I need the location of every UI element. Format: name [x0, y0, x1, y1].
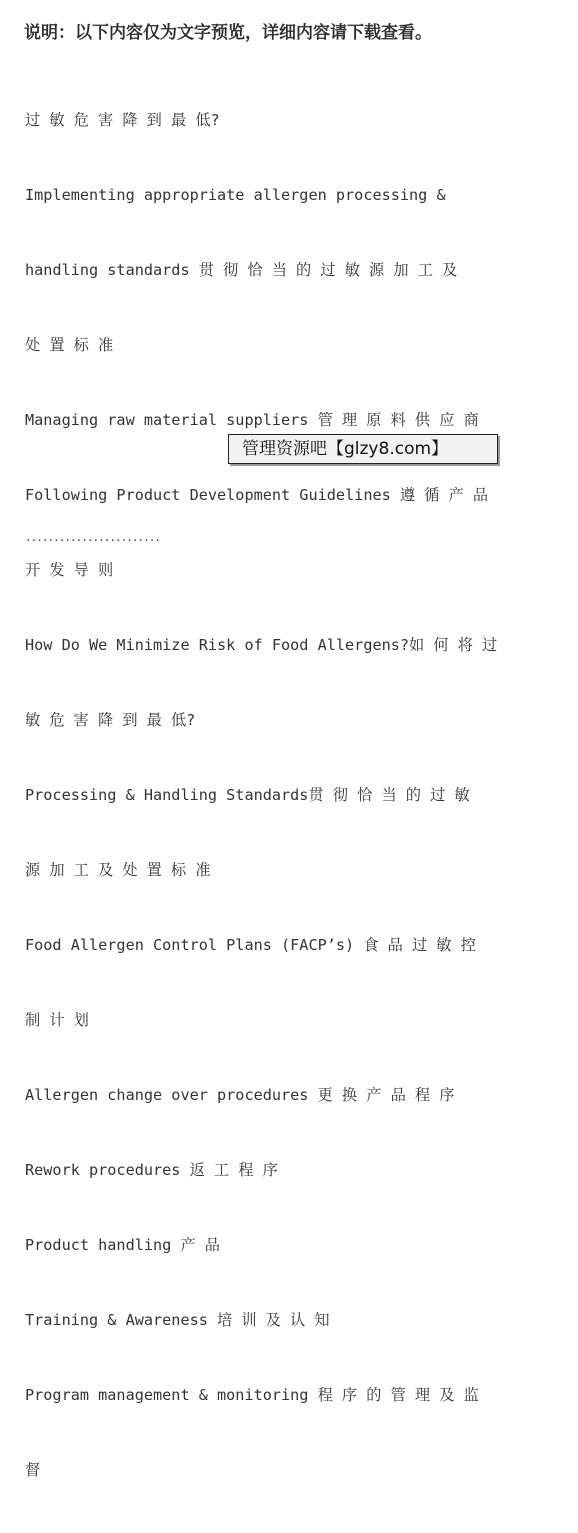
text-line: 制 计 划	[25, 1011, 89, 1029]
text-line: Training & Awareness 培 训 及 认 知	[25, 1311, 330, 1329]
text-line: Product handling 产 品	[25, 1236, 220, 1254]
text-line: Implementing appropriate allergen processing &	[25, 186, 446, 204]
text-line: 过 敏 危 害 降 到 最 低?	[25, 111, 220, 129]
text-line: 源 加 工 及 处 置 标 准	[25, 861, 211, 879]
text-line: Managing raw material suppliers 管 理 原 料 供 应 商	[25, 411, 479, 429]
text-line: Processing & Handling Standards贯 彻 恰 当 的 过 敏	[25, 786, 470, 804]
text-line: 开 发 导 则	[25, 561, 114, 579]
text-line: Allergen change over procedures 更 换 产 品 程 序	[25, 1086, 455, 1104]
text-line: handling standards 贯 彻 恰 当 的 过 敏 源 加 工 及	[25, 261, 458, 279]
text-line: 督	[25, 1461, 41, 1479]
preview-notice: 说明：以下内容仅为文字预览，详细内容请下载查看。	[24, 23, 432, 43]
text-line: Food Allergen Control Plans (FACP’s) 食 品 过 敏 控	[25, 936, 476, 954]
document-content	[25, 58, 565, 1533]
text-line: How Do We Minimize Risk of Food Allergens?如 何 将 过	[25, 636, 498, 654]
text-line: Following Product Development Guidelines 遵 循 产 品	[25, 486, 489, 504]
text-line: Rework procedures 返 工 程 序	[25, 1161, 278, 1179]
text-line: Program management & monitoring 程 序 的 管 理 及 监	[25, 1386, 479, 1404]
text-line: 敏 危 害 降 到 最 低?	[25, 711, 196, 729]
watermark-banner: 管理资源吧【glzy8.com】	[228, 434, 498, 464]
text-line: 处 置 标 准	[25, 336, 114, 354]
continuation-dots: ························	[25, 534, 160, 547]
